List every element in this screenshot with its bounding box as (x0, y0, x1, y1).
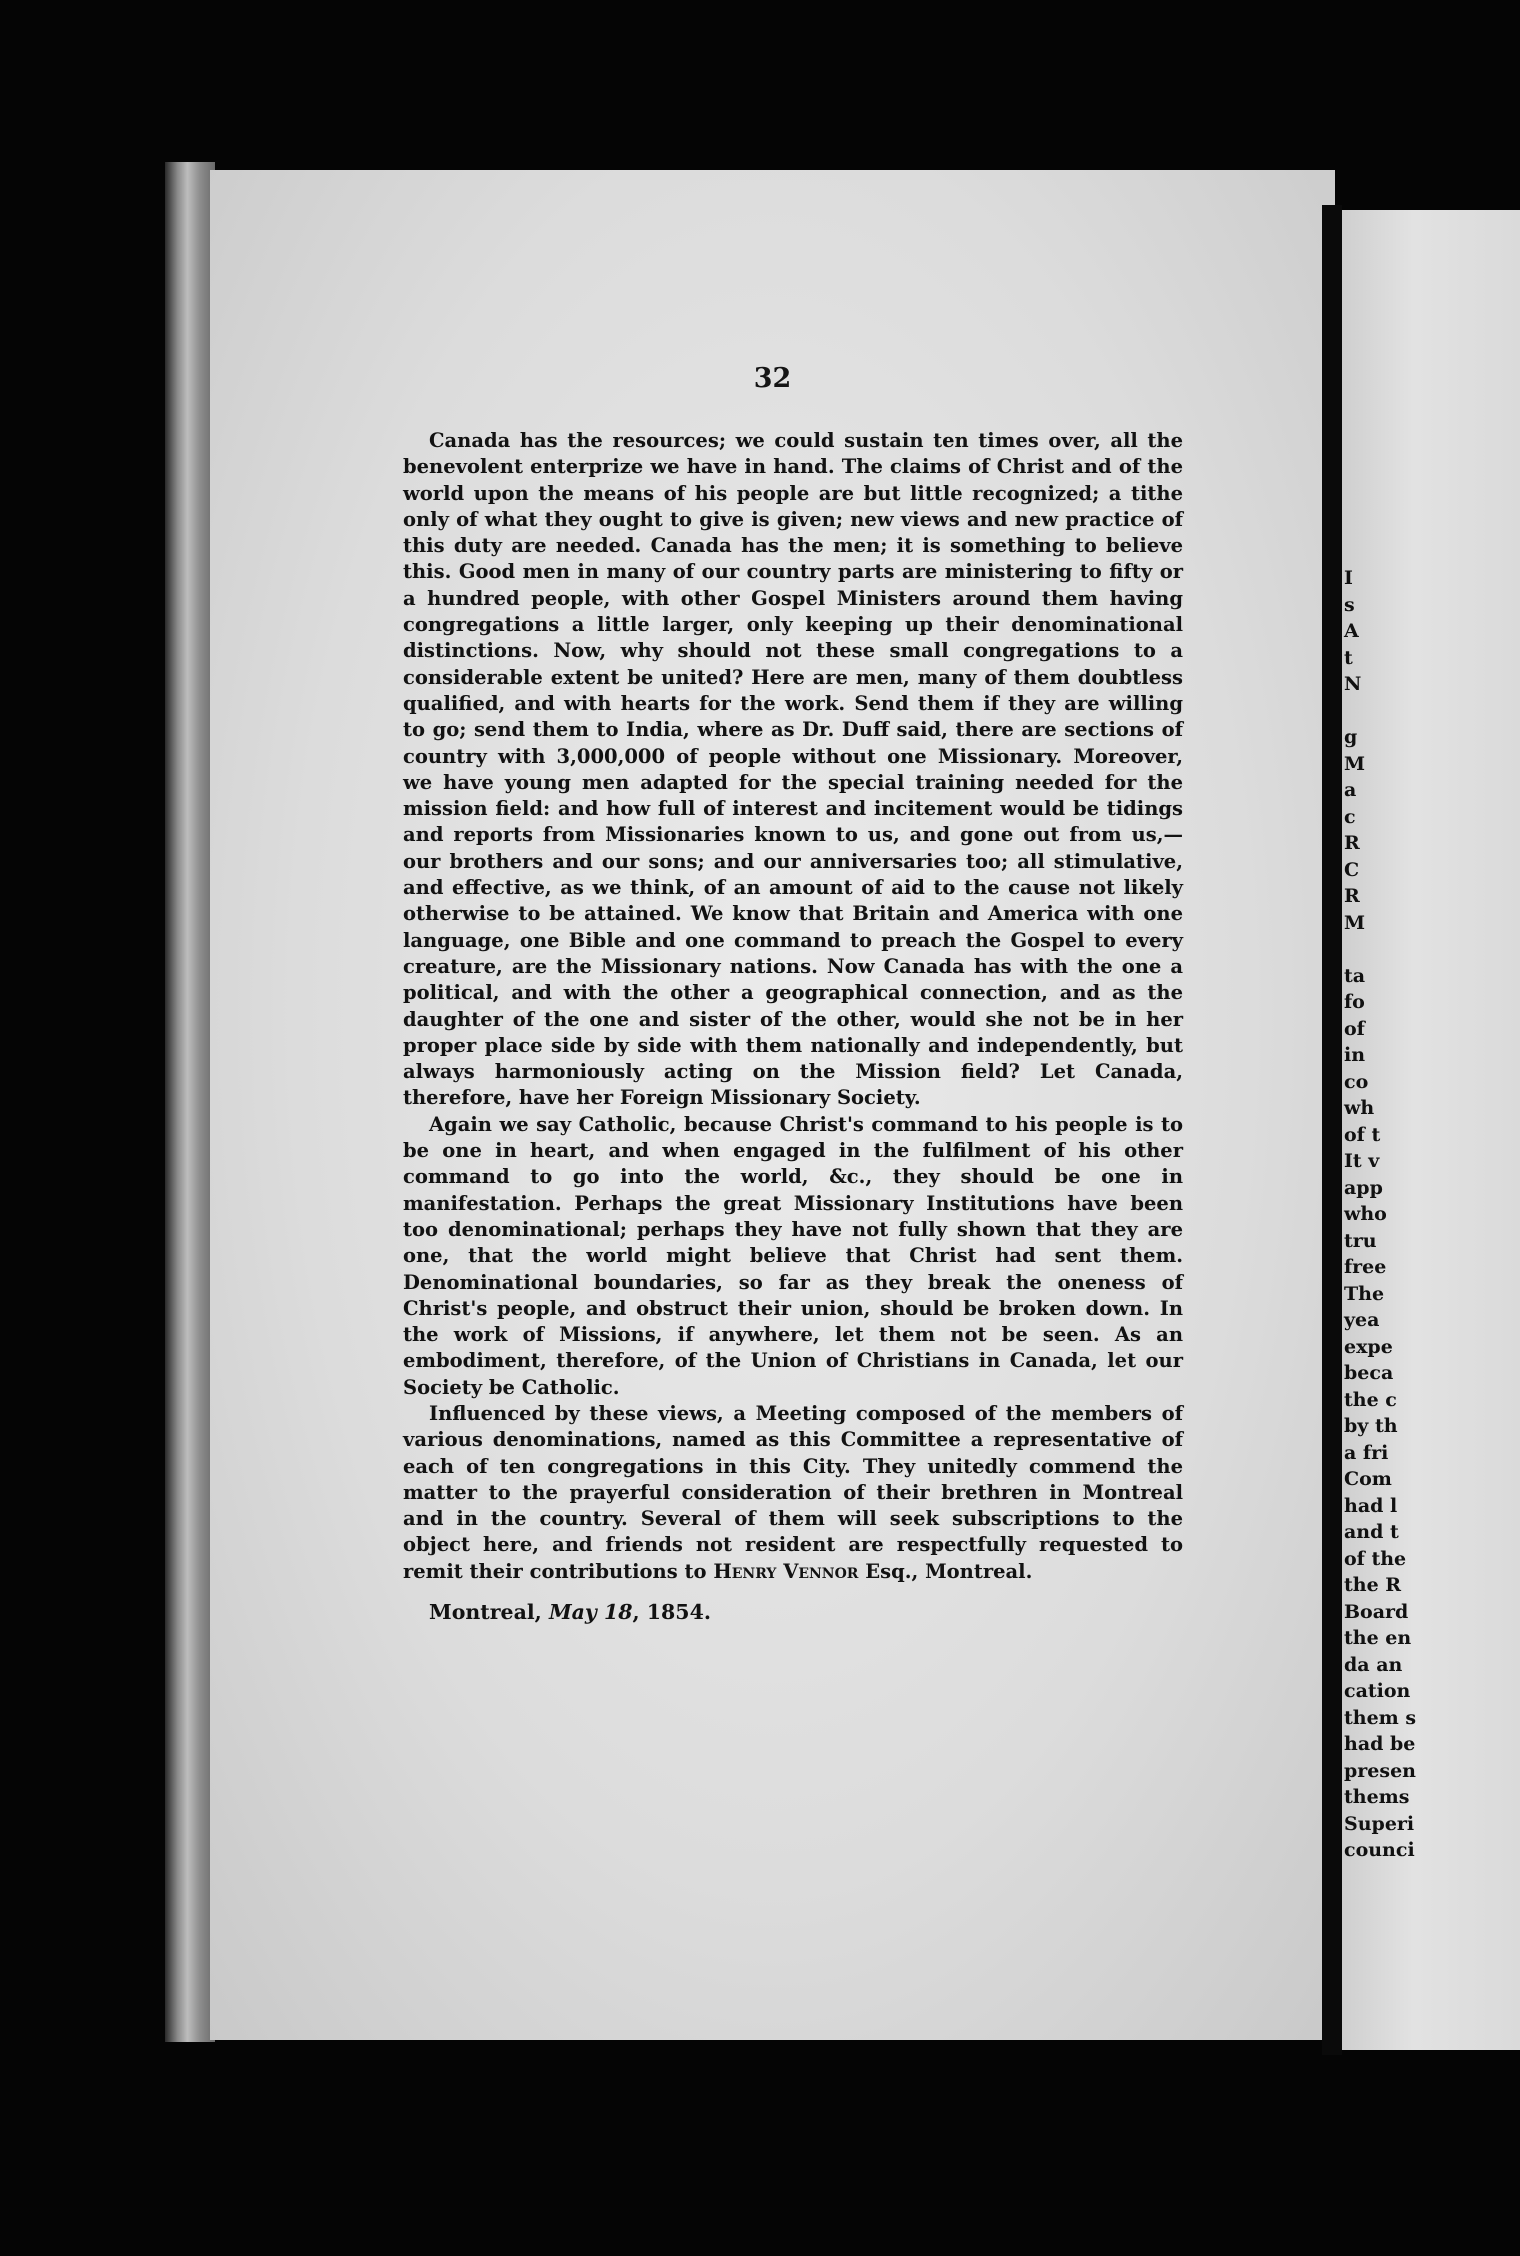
facing-page-line-fragment: counci (1344, 1839, 1415, 1861)
facing-page-line-fragment: N (1344, 673, 1362, 695)
facing-page-line-fragment: M (1344, 911, 1366, 934)
facing-page-line-fragment: a (1344, 779, 1357, 801)
facing-page-line-fragment: g (1344, 726, 1358, 748)
book-page-edges (165, 162, 215, 2042)
facing-page-line-fragment: thems (1344, 1786, 1410, 1808)
facing-page-line-fragment: free (1344, 1256, 1387, 1278)
facing-page-fragment (1342, 210, 1520, 2050)
facing-page-line-fragment: fo (1344, 991, 1365, 1013)
facing-page-line-fragment: cation (1344, 1680, 1411, 1702)
facing-page-line-fragment: presen (1344, 1759, 1416, 1782)
facing-page-line-fragment: da an (1344, 1653, 1403, 1676)
paragraph-meeting (403, 1401, 1183, 1585)
facing-page-line-fragment: the R (1344, 1574, 1402, 1596)
facing-page-line-fragment: M (1344, 752, 1366, 775)
facing-page-line-fragment: beca (1344, 1362, 1394, 1384)
facing-page-line-fragment: app (1344, 1176, 1383, 1199)
treasurer-name: Henry Vennor (713, 1559, 859, 1583)
facing-page-line-fragment: s (1344, 593, 1355, 616)
facing-page-line-fragment: Superi (1344, 1812, 1415, 1835)
facing-page-line-fragment: and t (1344, 1521, 1399, 1543)
facing-page-line-fragment: had l (1344, 1494, 1398, 1517)
facing-page-line-fragment: Board (1344, 1600, 1409, 1623)
facing-page-line-fragment: It v (1344, 1150, 1380, 1172)
facing-page-line-fragment: a fri (1344, 1441, 1389, 1464)
dateline-place: Montreal, (429, 1600, 549, 1625)
facing-page-line-fragment: co (1344, 1070, 1369, 1093)
facing-page-line-fragment: R (1344, 885, 1360, 907)
facing-page-line-fragment: in (1344, 1044, 1366, 1066)
facing-page-line-fragment: had be (1344, 1733, 1416, 1755)
facing-page-line-fragment: I (1344, 567, 1353, 589)
treasurer-address: Esq., Montreal. (858, 1559, 1033, 1583)
paragraph-catholic: Again we say Catholic, because Christ's command to his people is to be one in heart, and when engaged in the fulfilment of his other command to go into the world, &c., they should be one in manifestation. Perhaps the great Missionary Institutions have been too denominational; perhaps they have not fully shown that they are one, that the world might believe that Christ had sent them. Denominational boundaries, so far as they break the oneness of Christ's people, and obstruct their union, should be broken down. In the work of Missions, if anywhere, let them not be seen. As an embodiment, therefore, of the Union of Christians in Canada, let our Society be Catholic. (403, 1112, 1183, 1399)
facing-page-line-fragment: tru (1344, 1229, 1377, 1252)
facing-page-line-fragment: Com (1344, 1468, 1392, 1490)
facing-page-line-fragment: R (1344, 832, 1360, 854)
facing-page-line-fragment (1344, 698, 1416, 725)
meeting-text: Influenced by these views, a Meeting composed of the members of various denominations, named as this Committee a representative of each of ten congregations in this City. They unitedly commend the matter to the prayerful consideration of their brethren in Montreal and in the country. Several of them will seek subscriptions to the object here, and friends not resident are respectfully requested to remit their contributions to (403, 1401, 1183, 1583)
facing-page-line-fragment (1344, 936, 1416, 963)
facing-page-line-fragment: A (1344, 620, 1359, 642)
dateline (403, 1599, 1183, 1625)
facing-page-line-fragment: C (1344, 858, 1360, 881)
facing-page-line-fragment: of the (1344, 1547, 1407, 1570)
facing-page-line-fragment: of t (1344, 1123, 1381, 1146)
facing-page-line-fragment: ta (1344, 964, 1366, 987)
facing-page-line-fragment: yea (1344, 1309, 1380, 1331)
facing-page-line-fragment: t (1344, 646, 1353, 669)
facing-page-line-fragment: by th (1344, 1415, 1398, 1437)
facing-page-text (1344, 565, 1416, 1864)
facing-page-line-fragment: the en (1344, 1627, 1412, 1649)
facing-page-line-fragment: c (1344, 805, 1356, 828)
facing-page-line-fragment: who (1344, 1203, 1387, 1225)
facing-page-line-fragment: them s (1344, 1706, 1417, 1729)
facing-page-line-fragment: The (1344, 1282, 1385, 1305)
body-text (403, 428, 1183, 1625)
facing-page-line-fragment: expe (1344, 1335, 1393, 1358)
page-number: 32 (753, 363, 792, 394)
paragraph-resources: Canada has the resources; we could sustain ten times over, all the benevolent enterprize we have in hand. The claims of Christ and of the world upon the means of his people are but little recognized; a tithe only of what they ought to give is given; new views and new practice of this duty are needed. Canada has the men; it is something to believe this. Good men in many of our country parts are ministering to fifty or a hundred people, with other Gospel Ministers around them having congregations a little larger, only keeping up their denominational distinctions. Now, why should not these small congregations to a considerable extent be united? Here are men, many of them doubtless qualified, and with hearts for the work. Send them if they are willing to go; send them to India, where as Dr. Duff said, there are sections of country with 3,000,000 of people without one Missionary. Moreover, we have young men adapted for the special training needed for the mission field: and how full of interest and incitement would be tidings and reports from Missionaries known to us, and gone out from us,—our brothers and our sons; and our anniversaries too; all stimulative, and effective, as we think, of an amount of aid to the cause not likely otherwise to be attained. We know that Britain and America with one language, one Bible and one command to preach the Gospel to every creature, are the Missionary nations. Now Canada has with the one a political, and with the other a geographical connection, and as the daughter of the one and sister of the other, would she not be in her proper place side by side with them nationally and independently, but always harmoniously acting on the Mission field? Let Canada, therefore, have her Foreign Missionary Society. (403, 429, 1183, 1110)
facing-page-line-fragment: wh (1344, 1097, 1375, 1119)
dateline-date: May 18 (548, 1600, 633, 1625)
facing-page-line-fragment: of (1344, 1017, 1365, 1040)
scanned-page (210, 170, 1335, 2040)
dateline-year: , 1854. (632, 1600, 711, 1625)
book-gutter (1322, 205, 1342, 2055)
facing-page-line-fragment: the c (1344, 1388, 1397, 1411)
